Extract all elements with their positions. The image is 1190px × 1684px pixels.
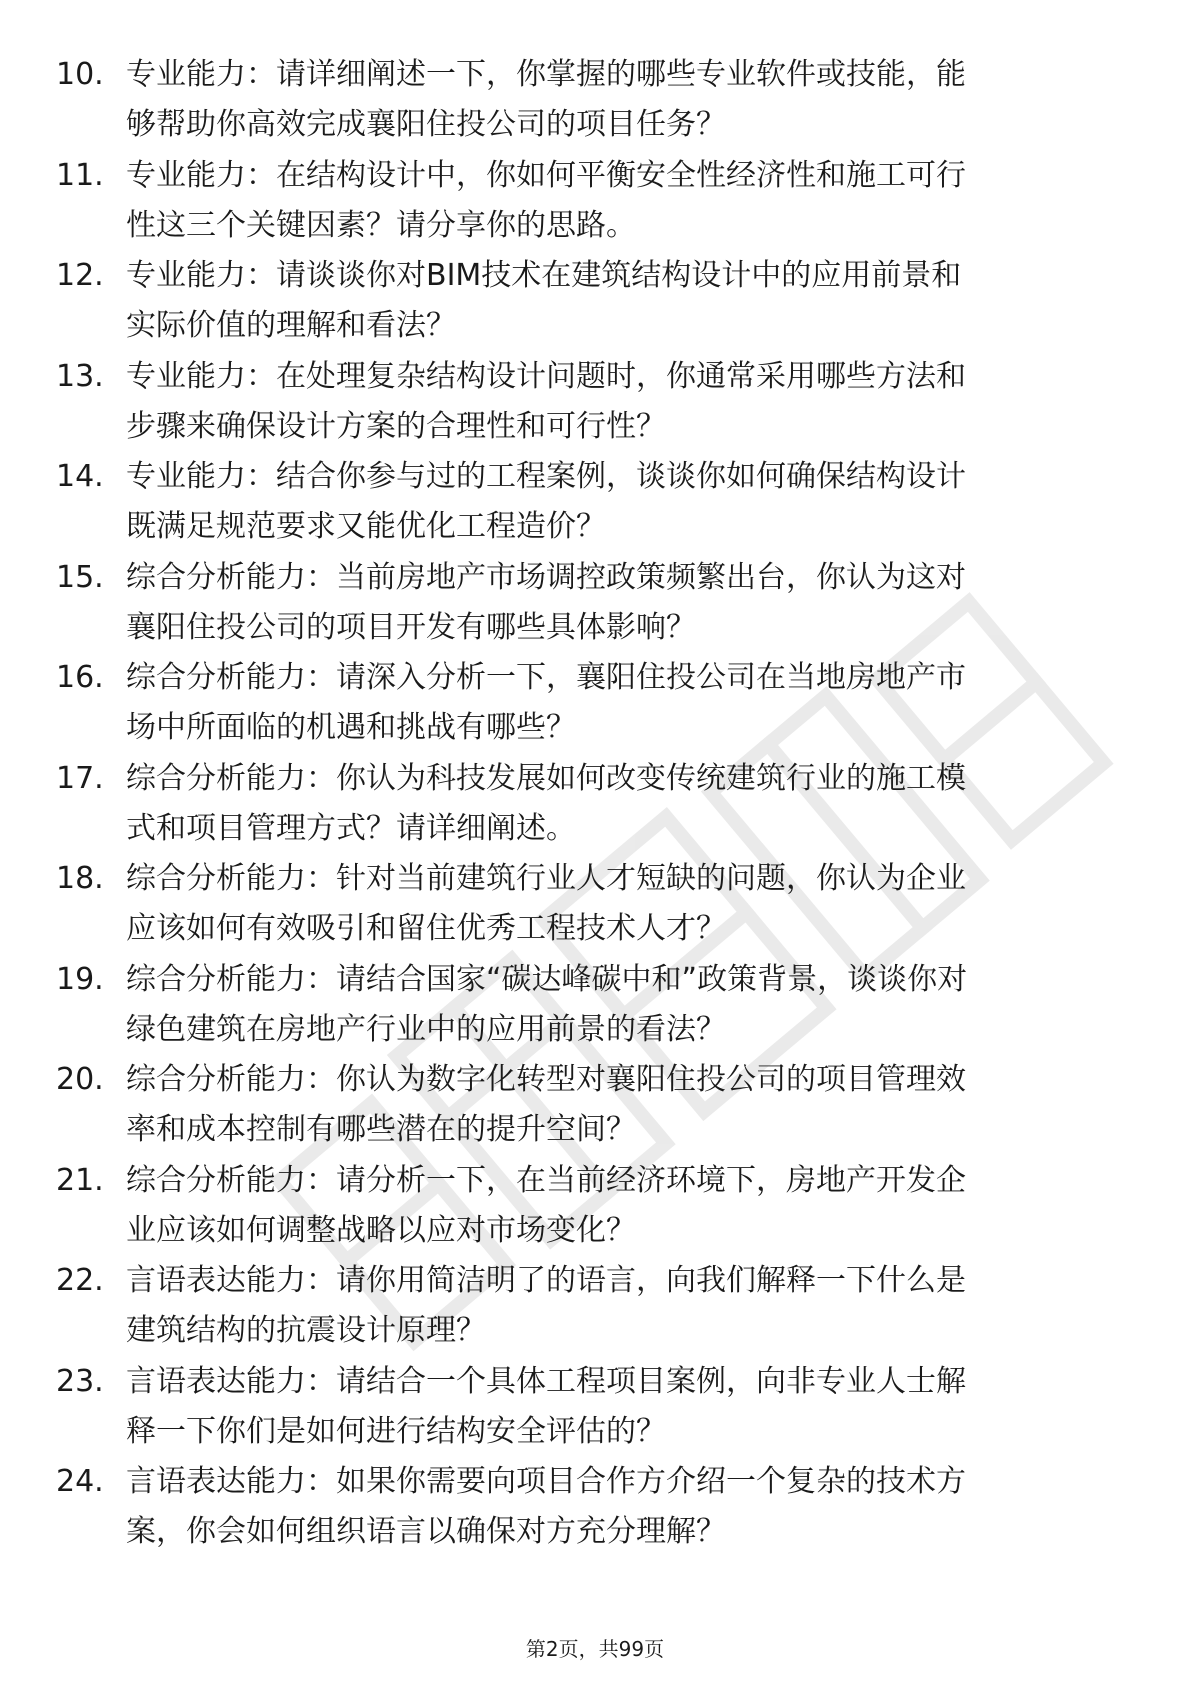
- question-line: 性这三个关键因素？请分享你的思路。: [126, 207, 636, 243]
- question-line: 够帮助你高效完成襄阳住投公司的项目任务？: [126, 107, 726, 142]
- question-line: 率和成本控制有哪些潜在的提升空间？: [126, 1112, 636, 1147]
- question-number: 20.: [56, 1062, 104, 1097]
- question-text: [126, 553, 1126, 653]
- question-item-18: [0, 854, 1190, 955]
- question-number: 21.: [56, 1162, 104, 1198]
- question-line: 应该如何有效吸引和留住优秀工程技术人才？: [126, 911, 726, 946]
- question-text: [126, 854, 1126, 954]
- question-text: [126, 1055, 1126, 1155]
- question-line: 专业能力：在结构设计中，你如何平衡安全性经济性和施工可行: [126, 157, 966, 193]
- question-number: 22.: [56, 1263, 104, 1298]
- question-number: 17.: [56, 760, 104, 796]
- question-line: 言语表达能力：如果你需要向项目合作方介绍一个复杂的技术方: [126, 1464, 966, 1499]
- question-item-22: [0, 1256, 1190, 1357]
- question-list: [0, 50, 1190, 1558]
- question-text: [126, 1357, 1126, 1457]
- question-number: 18.: [56, 861, 104, 896]
- question-line: 绿色建筑在房地产行业中的应用前景的看法？: [126, 1011, 726, 1047]
- question-text: [126, 1256, 1126, 1356]
- question-number: 23.: [56, 1363, 104, 1399]
- question-item-19: [0, 955, 1190, 1056]
- question-text: [126, 452, 1126, 552]
- question-item-13: [0, 352, 1190, 453]
- page-number-label: 第2页，共99页: [525, 1637, 665, 1661]
- question-text: [126, 352, 1126, 452]
- question-item-14: [0, 452, 1190, 553]
- question-text: [126, 50, 1126, 150]
- question-text: [126, 955, 1126, 1055]
- question-item-17: [0, 754, 1190, 855]
- question-line: 场中所面临的机遇和挑战有哪些？: [126, 710, 576, 745]
- question-text: [126, 1457, 1126, 1557]
- question-line: 综合分析能力：当前房地产市场调控政策频繁出台，你认为这对: [126, 559, 966, 595]
- question-line: 专业能力：结合你参与过的工程案例，谈谈你如何确保结构设计: [126, 459, 966, 494]
- question-line: 式和项目管理方式？请详细阐述。: [126, 810, 576, 846]
- question-item-12: [0, 251, 1190, 352]
- question-line: 言语表达能力：请你用简洁明了的语言，向我们解释一下什么是: [126, 1263, 966, 1298]
- question-number: 12.: [56, 258, 104, 293]
- question-line: 综合分析能力：请深入分析一下，襄阳住投公司在当地房地产市: [126, 660, 966, 695]
- question-number: 14.: [56, 459, 104, 494]
- question-text: [126, 251, 1126, 351]
- question-line: 综合分析能力：你认为数字化转型对襄阳住投公司的项目管理效: [126, 1062, 966, 1097]
- question-number: 24.: [56, 1464, 104, 1499]
- question-item-15: [0, 553, 1190, 654]
- question-item-11: [0, 151, 1190, 252]
- question-line: 步骤来确保设计方案的合理性和可行性？: [126, 408, 666, 444]
- question-line: 实际价值的理解和看法？: [126, 308, 456, 343]
- question-number: 10.: [56, 57, 104, 92]
- question-text: [126, 151, 1126, 251]
- question-line: 专业能力：请谈谈你对BIM技术在建筑结构设计中的应用前景和: [126, 258, 962, 293]
- question-number: 16.: [56, 660, 104, 695]
- question-item-16: [0, 653, 1190, 754]
- question-line: 综合分析能力：针对当前建筑行业人才短缺的问题，你认为企业: [126, 861, 966, 896]
- question-item-10: [0, 50, 1190, 151]
- question-item-20: [0, 1055, 1190, 1156]
- question-text: [126, 653, 1126, 753]
- question-line: 襄阳住投公司的项目开发有哪些具体影响？: [126, 609, 696, 645]
- question-line: 案，你会如何组织语言以确保对方充分理解？: [126, 1514, 726, 1549]
- question-text: [126, 754, 1126, 854]
- question-number: 15.: [56, 559, 104, 595]
- question-line: 专业能力：在处理复杂结构设计问题时，你通常采用哪些方法和: [126, 358, 966, 394]
- question-item-24: [0, 1457, 1190, 1558]
- question-line: 业应该如何调整战略以应对市场变化？: [126, 1212, 636, 1248]
- question-number: 13.: [56, 358, 104, 394]
- question-line: 综合分析能力：你认为科技发展如何改变传统建筑行业的施工模: [126, 760, 966, 796]
- page-footer: [0, 1634, 1190, 1664]
- question-line: 言语表达能力：请结合一个具体工程项目案例，向非专业人士解: [126, 1363, 966, 1399]
- question-item-23: [0, 1357, 1190, 1458]
- question-line: 专业能力：请详细阐述一下，你掌握的哪些专业软件或技能，能: [126, 57, 966, 92]
- question-item-21: [0, 1156, 1190, 1257]
- question-number: 11.: [56, 157, 104, 193]
- question-text: [126, 1156, 1126, 1256]
- question-number: 19.: [56, 961, 104, 997]
- question-line: 建筑结构的抗震设计原理？: [126, 1313, 486, 1348]
- question-line: 既满足规范要求又能优化工程造价？: [126, 509, 606, 544]
- question-line: 综合分析能力：请结合国家“碳达峰碳中和”政策背景，谈谈你对: [126, 961, 968, 997]
- question-line: 释一下你们是如何进行结构安全评估的？: [126, 1413, 666, 1449]
- question-line: 综合分析能力：请分析一下，在当前经济环境下，房地产开发企: [126, 1162, 966, 1198]
